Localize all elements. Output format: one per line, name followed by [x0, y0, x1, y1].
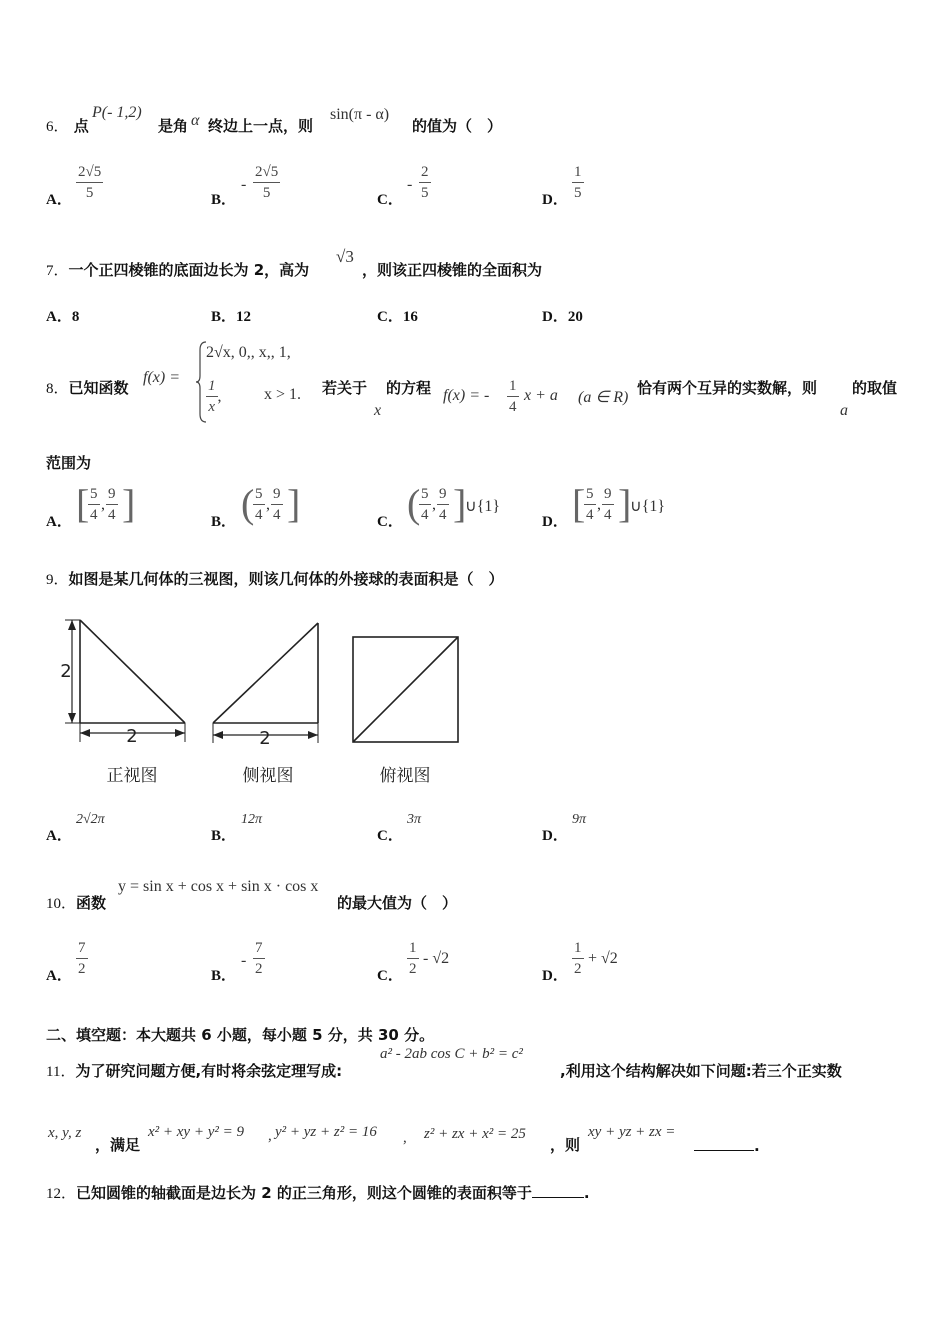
denominator: 4 [108, 507, 116, 523]
q8-option-a[interactable]: A． [ $\frac{5}{4}$ , $\frac{9}{4}$ ] [46, 481, 136, 530]
option-label: A． [46, 309, 72, 325]
denominator: 4 [586, 507, 594, 523]
option-value: 12π [241, 812, 263, 827]
q6-expression: sin(π - α) [330, 106, 390, 123]
numerator: 2√5 [253, 162, 280, 183]
numerator: 7 [253, 938, 265, 959]
fraction [419, 162, 431, 203]
q6-text-post: 的值为（ ） [412, 117, 503, 135]
q10-expression: y = sin x + cos x + sin x · cos x [118, 878, 319, 895]
q8-number: 8． [46, 381, 69, 397]
q8-text-mid1: 若关于 [322, 379, 368, 397]
option-label: B． [211, 828, 237, 844]
q8-case1: 2√x, 0,, x,, 1, [206, 344, 291, 361]
q11-vars: x, y, z [48, 1125, 82, 1141]
denominator: 4 [439, 507, 447, 523]
q10-line [46, 892, 106, 913]
numerator: 1 [407, 938, 419, 959]
q7-root: √3 [336, 247, 354, 266]
union-set: ∪{1} [465, 498, 501, 515]
option-label: D． [542, 192, 568, 208]
q8-equation-fraction [507, 376, 519, 417]
option-value: 9π [572, 812, 587, 827]
q12-number: 12． [46, 1186, 77, 1202]
q8-text-mid4: 的取值 [852, 379, 898, 397]
option-label: A． [46, 192, 72, 208]
denominator: 5 [262, 185, 271, 201]
three-view-figure [50, 605, 480, 795]
numerator: 1 [572, 162, 584, 183]
option-label: B． [211, 514, 237, 530]
q11-formula: a² - 2ab cos C + b² = c² [380, 1046, 523, 1062]
q8-equation-lhs: f(x) = - [443, 387, 490, 404]
fraction [572, 162, 584, 203]
q10-option-a[interactable] [46, 938, 166, 988]
option-label: D． [542, 828, 568, 844]
q8-equation-domain: (a ∈ R) [578, 389, 629, 406]
q11-equation-1: x² + xy + y² = 9 [148, 1124, 244, 1140]
front-view [60, 620, 185, 786]
fraction [253, 162, 280, 203]
denominator: 4 [90, 507, 98, 523]
fraction [76, 162, 103, 203]
q11-target: xy + yz + zx = [588, 1124, 676, 1140]
option-label: A． [46, 514, 72, 530]
q7-number: 7． [46, 263, 69, 279]
numerator: 1 [206, 376, 218, 397]
left-bracket: ( [407, 481, 421, 526]
section-heading: 二、填空题：本大题共 6 小题，每小题 5 分，共 30 分。 [46, 1026, 435, 1044]
option-label: C． [377, 309, 403, 325]
option-label: C． [377, 968, 403, 984]
numerator: 5 [419, 484, 431, 505]
q8-text-line2: 范围为 [46, 454, 92, 472]
q10-option-c[interactable] [377, 938, 497, 988]
denominator: 4 [509, 399, 517, 415]
q8-option-c[interactable]: C． ( $\frac{5}{4}$ , $\frac{9}{4}$ ] ∪{1} [377, 481, 501, 530]
q11-then: ，则 [550, 1136, 581, 1154]
q8-option-b[interactable]: B． ( $\frac{5}{4}$ , $\frac{9}{4}$ ] [211, 481, 301, 530]
q10-text-post: 的最大值为（ ） [337, 894, 458, 912]
numerator: 9 [271, 484, 283, 505]
q6-text-mid2: 终边上一点，则 [208, 117, 314, 135]
front-width-label: 2 [126, 726, 138, 747]
q8-equation-rhs: x + a [524, 387, 558, 404]
q11-equation-3: z² + zx + x² = 25 [424, 1126, 526, 1142]
numerator: 7 [76, 938, 88, 959]
q7-text-post: ，则该正四棱锥的全面积为 [362, 261, 543, 279]
period: . [583, 1184, 590, 1202]
denominator: 4 [604, 507, 612, 523]
option-label: B． [211, 309, 237, 325]
denominator: 5 [574, 185, 582, 201]
option-label: D． [542, 968, 568, 984]
option-tail: - √2 [423, 950, 450, 967]
numerator: 1 [572, 938, 584, 959]
denominator: 5 [85, 185, 94, 201]
right-bracket: ] [287, 481, 301, 526]
q12-line [46, 1182, 590, 1203]
q6-point: P(- 1,2) [92, 104, 142, 121]
q11-cond-pre: ，满足 [95, 1136, 141, 1154]
q7-option-c[interactable] [377, 305, 418, 326]
denominator: 5 [421, 185, 429, 201]
q8-var-a: a [840, 402, 848, 419]
q7-text-pre: 一个正四棱锥的底面边长为 2，高为 [68, 261, 310, 279]
right-bracket: ] [618, 481, 632, 526]
q11-answer-blank[interactable] [694, 1134, 760, 1155]
numerator: 2 [419, 162, 431, 183]
q6-text-pre: 点 [73, 117, 89, 135]
denominator: 2 [574, 961, 582, 977]
q10-option-d[interactable] [542, 938, 662, 988]
numerator: 9 [602, 484, 614, 505]
union-set: ∪{1} [630, 498, 666, 515]
numerator: 2√5 [76, 162, 103, 183]
denominator: 2 [78, 961, 86, 977]
side-view-caption: 侧视图 [242, 766, 294, 786]
option-value: 12 [236, 309, 252, 325]
q8-text-pre: 已知函数 [68, 379, 129, 397]
option-label: B． [211, 192, 237, 208]
q7-option-d[interactable] [542, 305, 583, 326]
option-value: 3π [407, 812, 422, 827]
denominator: 2 [255, 961, 263, 977]
q6-line [46, 115, 89, 136]
q12-text: 已知圆锥的轴截面是边长为 2 的正三角形，则这个圆锥的表面积等于 [76, 1184, 532, 1202]
side-view [213, 623, 318, 786]
option-label: A． [46, 968, 72, 984]
option-label: A． [46, 828, 72, 844]
q8-line [46, 377, 129, 398]
q10-text-pre: 函数 [76, 894, 107, 912]
q8-case2-fraction: $\frac{1}{x}$ , [208, 378, 222, 415]
option-label: C． [377, 192, 403, 208]
top-view [353, 637, 458, 786]
denominator: 2 [409, 961, 417, 977]
q6-number: 6． [46, 119, 69, 135]
option-label: D． [542, 309, 568, 325]
option-tail: + √2 [588, 950, 618, 967]
q10-option-b[interactable] [211, 938, 331, 988]
minus-sign: - [241, 176, 247, 193]
q7-line [46, 259, 309, 280]
denominator: 4 [421, 507, 429, 523]
right-bracket: ] [453, 481, 467, 526]
denominator: 4 [273, 507, 281, 523]
numerator: 5 [88, 484, 100, 505]
option-value: 20 [567, 309, 583, 325]
option-label: D． [542, 514, 568, 530]
option-label: B． [211, 968, 237, 984]
q9-line [46, 568, 504, 589]
q6-alpha: α [191, 112, 200, 129]
numerator: 9 [106, 484, 118, 505]
side-width-label: 2 [259, 728, 271, 749]
option-value: 16 [402, 309, 418, 325]
option-label: C． [377, 514, 403, 530]
q6-text-mid: 是角 [158, 117, 189, 135]
numerator: 5 [253, 484, 265, 505]
q7-option-a[interactable] [46, 305, 79, 326]
front-view-caption: 正视图 [106, 766, 158, 786]
q12-answer-blank[interactable] [532, 1183, 584, 1198]
numerator: 1 [507, 376, 519, 397]
q9-number: 9． [46, 572, 69, 588]
q11-line [46, 1060, 342, 1081]
q11-text-pre: 为了研究问题方便,有时将余弦定理写成: [75, 1062, 343, 1080]
q8-text-mid3: 恰有两个互异的实数解，则 [637, 379, 818, 397]
q11-equation-2: y² + yz + z² = 16 [275, 1124, 377, 1140]
q11-text-post: ,利用这个结构解决如下问题:若三个正实数 [560, 1062, 842, 1080]
q8-option-d[interactable]: D． [ $\frac{5}{4}$ , $\frac{9}{4}$ ] ∪{1} [542, 481, 666, 530]
top-view-caption: 俯视图 [379, 766, 431, 786]
q7-option-b[interactable] [211, 305, 251, 326]
minus-sign: - [241, 952, 247, 969]
q8-case2-condition: x > 1. [264, 386, 302, 403]
q11-number: 11． [46, 1064, 76, 1080]
denominator: 4 [255, 507, 263, 523]
q10-number: 10． [46, 896, 77, 912]
option-label: C． [377, 828, 403, 844]
option-value: 8 [71, 309, 80, 325]
q8-function-name: f(x) = [143, 369, 180, 386]
left-bracket: [ [572, 481, 586, 526]
right-bracket: ] [122, 481, 136, 526]
minus-sign: - [407, 176, 413, 193]
numerator: 9 [437, 484, 449, 505]
option-value: 2√2π [76, 812, 105, 827]
front-height-label: 2 [60, 661, 72, 682]
q9-text: 如图是某几何体的三视图，则该几何体的外接球的表面积是（ ） [68, 570, 504, 588]
left-bracket: [ [76, 481, 90, 526]
period: . [754, 1137, 760, 1155]
left-bracket: ( [241, 481, 255, 526]
q8-var-x: x [374, 402, 382, 419]
q8-text-mid2: 的方程 [386, 379, 432, 397]
numerator: 5 [584, 484, 596, 505]
denominator: x [208, 399, 216, 415]
